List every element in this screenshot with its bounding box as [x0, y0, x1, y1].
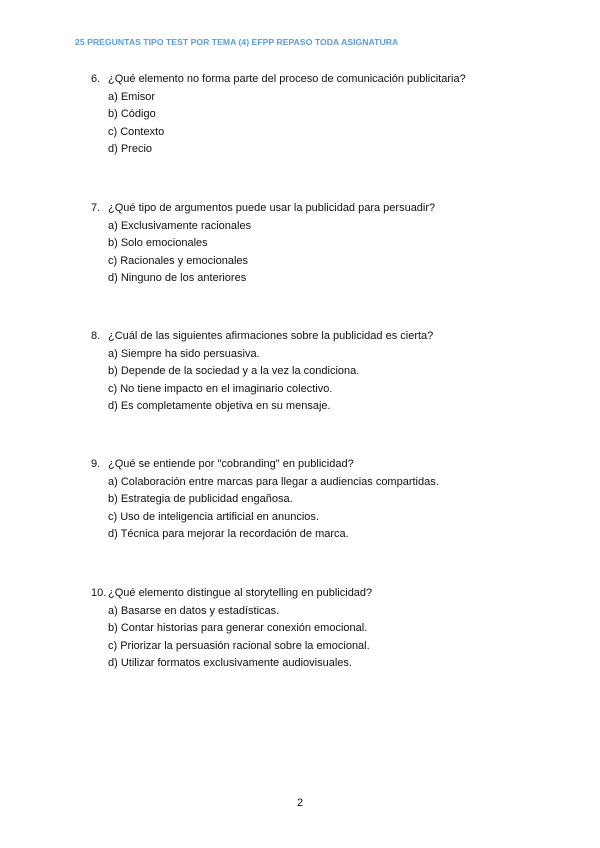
question-number: 6.: [91, 73, 101, 85]
question-6: [91, 71, 571, 159]
option-d: d) Utilizar formatos exclusivamente audiovisuales.: [108, 657, 352, 670]
question-8: [91, 328, 571, 416]
question-text: ¿Qué tipo de argumentos puede usar la publicidad para persuadir?: [108, 202, 436, 214]
question-7: [91, 200, 571, 288]
option-b: b) Depende de la sociedad y a la vez la condiciona.: [108, 365, 360, 378]
option-b: b) Solo emocionales: [108, 237, 208, 250]
option-a: a) Colaboración entre marcas para llegar a audiencias compartidas.: [108, 475, 439, 488]
option-c: c) Priorizar la persuasión racional sobre la emocional.: [108, 639, 370, 652]
question-9: [91, 456, 571, 544]
question-number: 10.: [91, 587, 107, 599]
question-text: ¿Qué elemento no forma parte del proceso de comunicación publicitaria?: [108, 73, 466, 85]
question-text: ¿Qué se entiende por "cobranding" en publicidad?: [108, 458, 354, 470]
option-b: b) Estrategia de publicidad engañosa.: [108, 493, 293, 506]
question-title: [91, 456, 571, 474]
option-d: d) Precio: [108, 143, 153, 156]
option-b: b) Código: [108, 108, 156, 121]
option-d: d) Técnica para mejorar la recordación de marca.: [108, 528, 349, 541]
option-b: b) Contar historias para generar conexión emocional.: [108, 622, 368, 635]
question-title: [91, 328, 571, 346]
question-number: 7.: [91, 202, 101, 214]
question-title: [91, 200, 571, 218]
option-a: a) Emisor: [108, 90, 156, 103]
option-c: c) Racionales y emocionales: [108, 254, 249, 267]
question-number: 9.: [91, 458, 101, 470]
question-text: ¿Cuál de las siguientes afirmaciones sobre la publicidad es cierta?: [108, 330, 434, 342]
page-header-title: 25 PREGUNTAS TIPO TEST POR TEMA (4) EFPP REPASO TODA ASIGNATURA: [75, 37, 399, 47]
question-10: [91, 585, 571, 673]
question-title: [91, 71, 571, 89]
question-number: 8.: [91, 330, 101, 342]
page-number: 2: [296, 797, 304, 809]
option-a: a) Siempre ha sido persuasiva.: [108, 347, 260, 360]
option-a: a) Exclusivamente racionales: [108, 219, 252, 232]
question-title: [91, 585, 571, 603]
option-d: d) Es completamente objetiva en su mensaje.: [108, 400, 331, 413]
option-c: c) Contexto: [108, 125, 165, 138]
question-text: ¿Qué elemento distingue al storytelling en publicidad?: [108, 587, 373, 599]
option-c: c) Uso de inteligencia artificial en anuncios.: [108, 510, 319, 523]
option-d: d) Ninguno de los anteriores: [108, 272, 247, 285]
option-a: a) Basarse en datos y estadísticas.: [108, 604, 280, 617]
option-c: c) No tiene impacto en el imaginario colectivo.: [108, 382, 333, 395]
